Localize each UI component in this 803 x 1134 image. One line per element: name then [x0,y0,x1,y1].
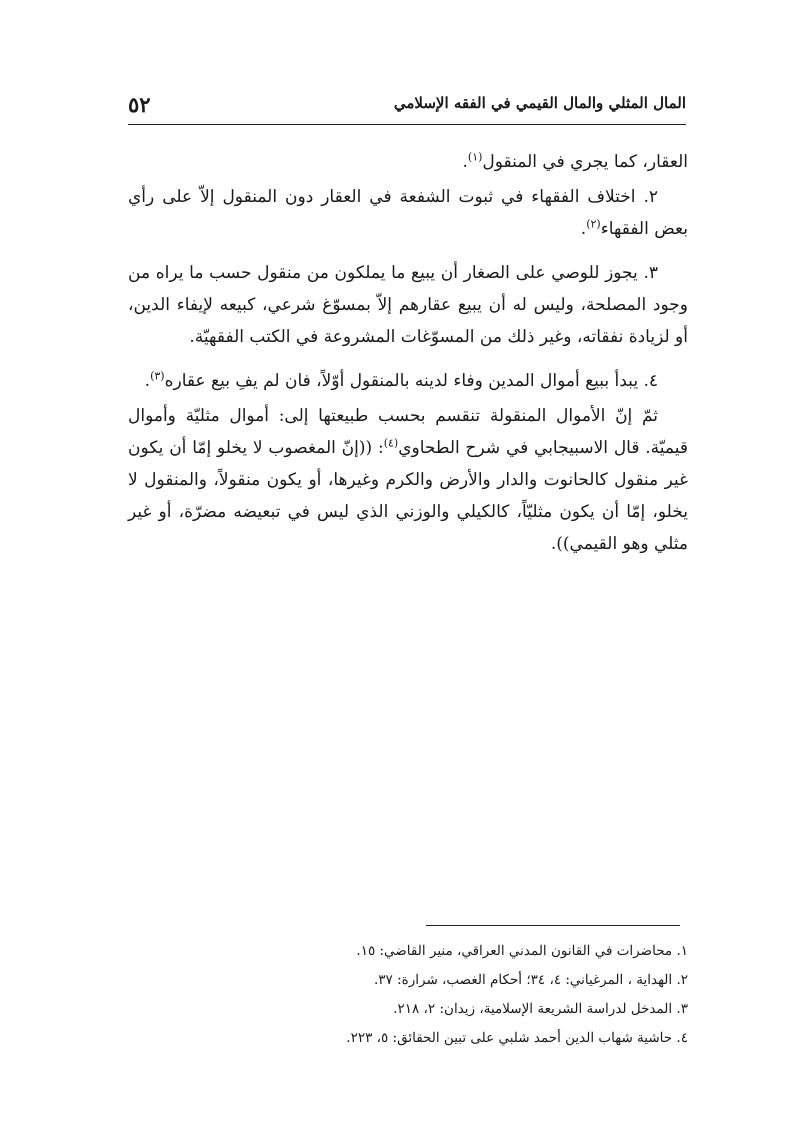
body-text [128,146,688,572]
footnote: ٢. الهداية ، المرغياني: ٤، ٣٤؛ أحكام الغصب، شرارة: ٣٧. [374,972,688,988]
paragraph: ٣. يجوز للوصي على الصغار أن يبيع ما يملكون من منقول حسب ما يراه من وجود المصلحة، وليس له أن يبيع عقارهم إلاّ بمسوّغ شرعي، كبيعه لإيفاء الدين، أو لزيادة نفقاته، وغير ذلك من المسوّغات المشروعة في الكتب الفقهيّة. [128,263,688,347]
paragraph-text: ٤. يبدأ ببيع أموال المدين وفاء لدينه بالمنقول أوّلاً، فان لم يفِ بيع عقاره [164,371,658,391]
footnote: ٣. المدخل لدراسة الشريعة الإسلامية، زيدان: ٢، ٢١٨. [393,1001,688,1017]
footnote-ref: (٢) [586,217,601,231]
footnote: ١. محاضرات في القانون المدني العراقي، منير القاضي: ١٥. [356,943,688,959]
page-number: ٥٢ [128,92,151,117]
paragraph-end: . [144,371,151,391]
footnote-ref: (٤) [383,436,399,450]
paragraph-text: : ((إنّ المغصوب لا يخلو إمّا أن يكون غير منقول كالحانوت والدار والأرض والكرم وغيرها، أو يكون منقولاً، والمنقول لا يخلو، إمّا أن يكون مثليّاً، كالكيلي والوزني الذي ليس في تبعيضه مضرّة، أو غير مثلي وهو القيمي)). [128,438,688,554]
footnote-ref: (٣) [150,369,165,383]
running-title: المال المثلي والمال القيمي في الفقه الإسلامي [393,94,686,112]
footnote-ref: (١) [467,150,483,164]
paragraph-text: العقار، كما يجري في المنقول [482,152,688,172]
paragraph-text: ٢. اختلاف الفقهاء في ثبوت الشفعة في العقار دون المنقول إلاّ على رأي بعض الفقهاء [128,187,688,239]
footnote: ٤. حاشية شهاب الدين أحمد شلبي على تبين الحقائق: ٥، ٢٢٣. [346,1030,688,1046]
paragraph-end: . [462,152,468,172]
paragraph [128,181,688,245]
paragraph [128,400,688,560]
paragraph-text: ثمّ إنّ الأموال المنقولة تنقسم بحسب طبيعتها إلى: أموال مثليّة وأموال قيميّة. قال الاسبيجابي في شرح الطحاوي [128,406,689,458]
footnote-separator [426,925,680,926]
paragraph [128,365,688,397]
page-header [128,92,686,125]
paragraph-end: . [580,219,587,239]
footnotes [300,937,688,1053]
paragraph [128,146,688,178]
